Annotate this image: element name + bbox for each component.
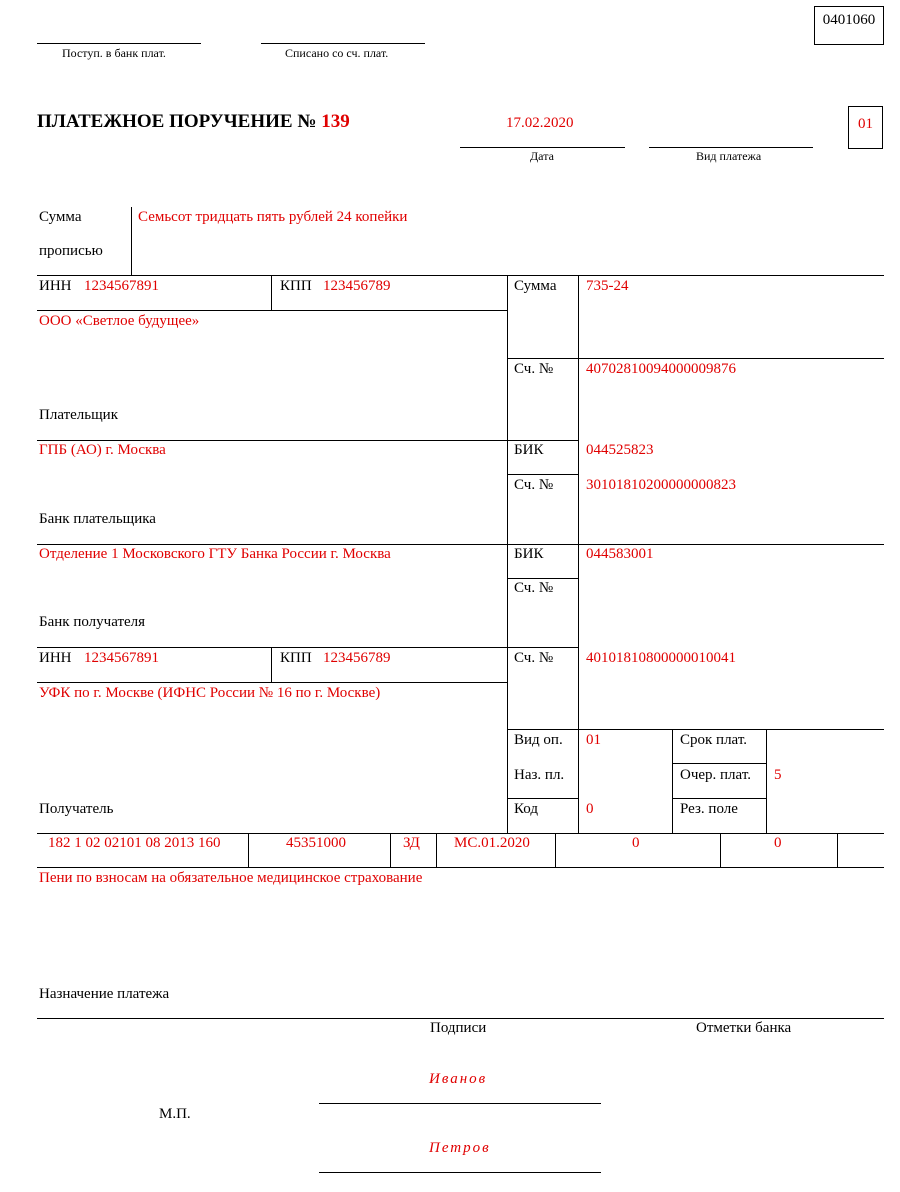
payer-bank-bik-label: БИК — [514, 442, 544, 458]
line-payer-bank-bottom — [37, 544, 884, 545]
purpose-text: Пени по взносам на обязательное медицинское страхование — [39, 870, 423, 886]
debited-line — [261, 43, 425, 44]
op-type-value: 01 — [586, 732, 601, 748]
recipient-account: 40101810800000010041 — [586, 650, 736, 666]
divider — [436, 833, 437, 867]
tax-kbk: 182 1 02 02101 08 2013 160 — [48, 835, 221, 851]
divider — [131, 207, 132, 275]
line-payer-bik-bottom — [507, 474, 578, 475]
amount-words-label-2: прописью — [39, 243, 103, 259]
op-reserve-label: Рез. поле — [680, 801, 738, 817]
line-op-3 — [507, 798, 578, 799]
op-purpose-label: Наз. пл. — [514, 767, 565, 783]
divider — [720, 833, 721, 867]
payer-kpp-label: КПП — [280, 278, 312, 294]
op-priority-value: 5 — [774, 767, 782, 783]
recipient-bank-bik-label: БИК — [514, 546, 544, 562]
line-tax-top — [37, 833, 884, 834]
payer-label: Плательщик — [39, 407, 118, 423]
recipient-inn: 1234567891 — [84, 650, 159, 666]
line-op-3b — [672, 798, 766, 799]
line-v-op-right — [766, 729, 767, 833]
op-term-label: Срок плат. — [680, 732, 748, 748]
payer-account-label: Сч. № — [514, 361, 554, 377]
line-recip-bank-bottom — [37, 647, 578, 648]
purpose-line — [37, 1018, 884, 1019]
date-label: Дата — [530, 149, 554, 163]
order-number: 139 — [321, 111, 350, 132]
line-recip-bik-bottom — [507, 578, 578, 579]
line-op-top — [507, 729, 884, 730]
line-payer-bank-right — [507, 440, 578, 441]
signature-1-line — [319, 1103, 601, 1104]
signature-1: Иванов — [429, 1071, 488, 1087]
line-recip-inn-bottom — [37, 682, 507, 683]
line-v-op-mid — [578, 729, 579, 833]
divider — [837, 833, 838, 867]
tax-doc-number: 0 — [632, 835, 640, 851]
received-line — [37, 43, 201, 44]
amount-words-value: Семьсот тридцать пять рублей 24 копейки — [138, 209, 408, 225]
signatures-label: Подписи — [430, 1020, 487, 1036]
stamp-label: М.П. — [159, 1106, 191, 1122]
line-amount-bottom — [507, 358, 884, 359]
divider — [555, 833, 556, 867]
op-priority-label: Очер. плат. — [680, 767, 751, 783]
recipient-inn-label: ИНН — [39, 650, 72, 666]
payer-inn: 1234567891 — [84, 278, 159, 294]
amount-label: Сумма — [514, 278, 557, 294]
payer-kpp: 123456789 — [323, 278, 391, 294]
received-label: Поступ. в банк плат. — [62, 46, 166, 60]
recipient-bank-bik: 044583001 — [586, 546, 654, 562]
op-code-label: Код — [514, 801, 538, 817]
recipient-bank-account-label: Сч. № — [514, 580, 554, 596]
bank-marks-label: Отметки банка — [696, 1020, 792, 1036]
payer-name: ООО «Светлое будущее» — [39, 313, 200, 329]
payer-account: 40702810094000009876 — [586, 361, 736, 377]
line-v-op-mid2 — [672, 729, 673, 833]
payer-inn-label: ИНН — [39, 278, 72, 294]
form-code-box — [814, 6, 884, 45]
payer-bank-account-label: Сч. № — [514, 477, 554, 493]
line-top-main — [37, 275, 884, 276]
recipient-kpp-label: КПП — [280, 650, 312, 666]
payer-bank-name: ГПБ (АО) г. Москва — [39, 442, 166, 458]
payer-bank-label: Банк плательщика — [39, 511, 156, 527]
date-value: 17.02.2020 — [506, 115, 574, 131]
line-payer-inn-bottom — [37, 310, 507, 311]
signature-2: Петров — [429, 1140, 491, 1156]
divider — [248, 833, 249, 867]
tax-doc-date: 0 — [774, 835, 782, 851]
line-payer-bottom — [37, 440, 507, 441]
amount-words-label-1: Сумма — [39, 209, 82, 225]
recipient-bank-name: Отделение 1 Московского ГТУ Банка России г. Москва — [39, 546, 391, 562]
op-code-value: 0 — [586, 801, 594, 817]
tax-oktmo: 45351000 — [286, 835, 346, 851]
recipient-account-label: Сч. № — [514, 650, 554, 666]
date-line — [460, 147, 625, 148]
payment-kind-line — [649, 147, 813, 148]
op-type-label: Вид оп. — [514, 732, 563, 748]
payer-bank-bik: 044525823 — [586, 442, 654, 458]
status-code: 01 — [858, 116, 873, 132]
recipient-label: Получатель — [39, 801, 114, 817]
divider — [390, 833, 391, 867]
line-op-2 — [672, 763, 766, 764]
amount-value: 735-24 — [586, 278, 629, 294]
recipient-kpp: 123456789 — [323, 650, 391, 666]
recipient-bank-label: Банк получателя — [39, 614, 146, 630]
line-v-recip-kpp — [271, 647, 272, 682]
title-text: ПЛАТЕЖНОЕ ПОРУЧЕНИЕ № — [37, 111, 317, 132]
payer-bank-account: 30101810200000000823 — [586, 477, 736, 493]
payment-kind-label: Вид платежа — [696, 149, 762, 163]
line-v-payer-kpp — [271, 275, 272, 310]
form-code: 0401060 — [822, 12, 876, 28]
line-tax-bottom — [37, 867, 884, 868]
tax-basis: ЗД — [403, 835, 420, 851]
tax-period: МС.01.2020 — [454, 835, 530, 851]
purpose-label: Назначение платежа — [39, 986, 170, 1002]
debited-label: Списано со сч. плат. — [285, 46, 389, 60]
line-v-main-right — [578, 275, 579, 729]
recipient-name: УФК по г. Москве (ИФНС России № 16 по г. Москве) — [39, 685, 381, 701]
status-code-box — [848, 106, 883, 149]
signature-2-line — [319, 1172, 601, 1173]
page-title — [37, 111, 350, 133]
